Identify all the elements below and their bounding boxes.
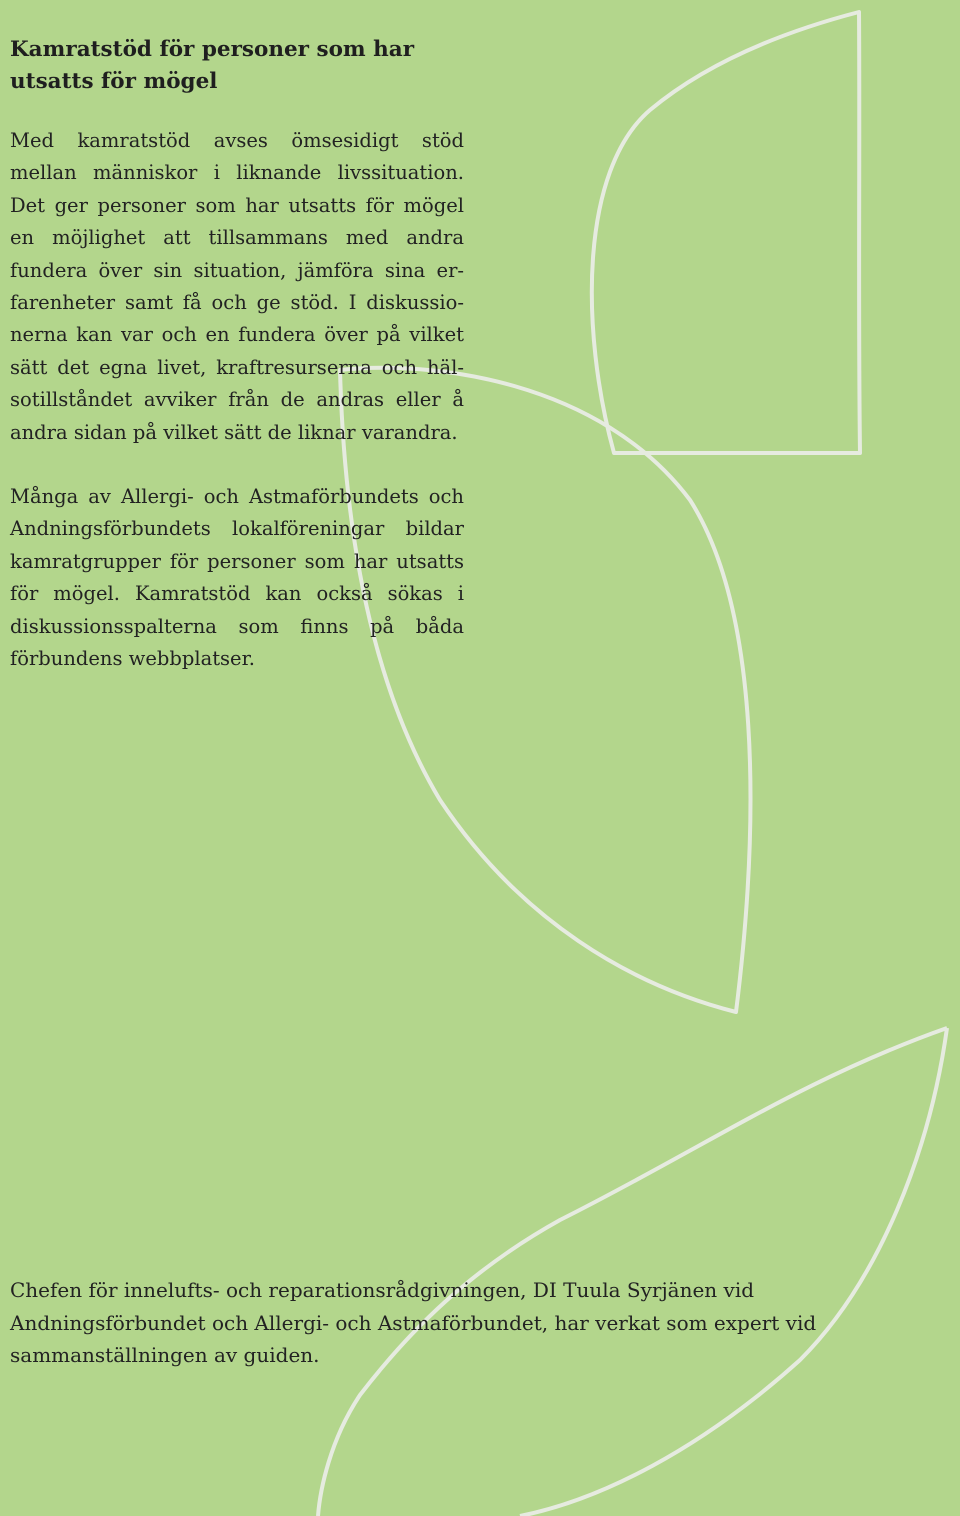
leaf-outline-icon: [318, 1028, 947, 1516]
paragraph-definition: Med kamratstöd avses ömsesidigt stöd mellan människor i liknande livssituation. Det ger personer som har utsatts för mögel en möjlighet att tillsammans med andra fundera över sin situation, jämföra sina erfarenheter samt få och ge stöd. I diskussionerna kan var och en fundera över på vilket sätt det egna livet, kraftresurserna och hälsotillståndet avviker från de andras eller å andra sidan på vilket sätt de liknar varandra.: [10, 129, 464, 444]
section-heading: Kamratstöd för personer som har utsatts för mögel: [10, 37, 415, 94]
paragraph-peer-groups: Många av Allergi- och Astmaförbundets och Andningsförbundets lokalföreningar bildar kamratgrupper för personer som har utsatts för mögel. Kamratstöd kan också sökas i diskussionsspalterna som finns på båda förbundens webbplatser.: [10, 485, 464, 671]
main-content: [10, 34, 464, 708]
leaf-outline-icon: [592, 12, 860, 453]
expert-credit: Chefen för innelufts- och reparationsrådgivningen, DI Tuula Syrjänen vid Andningsförbundet och Allergi- och Astmaförbundet, har verkat som expert vid sammanställningen av guiden.: [10, 1278, 817, 1367]
